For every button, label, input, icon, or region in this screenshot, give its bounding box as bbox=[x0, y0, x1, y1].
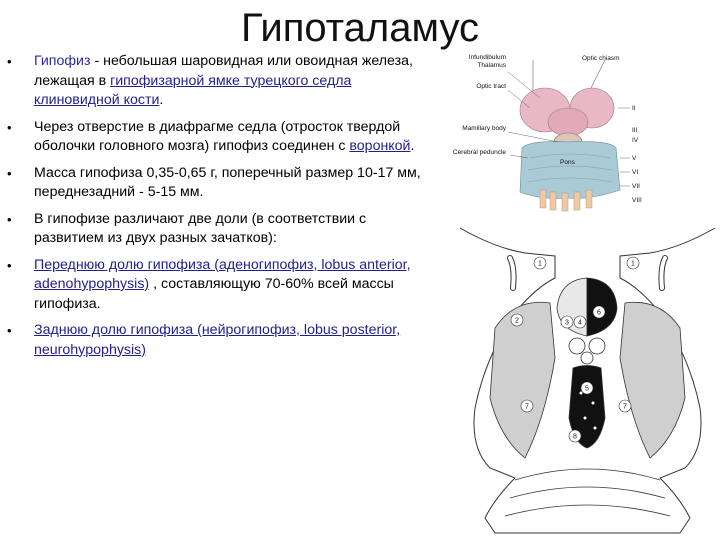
bullet-marker: • bbox=[7, 257, 12, 273]
svg-text:7: 7 bbox=[623, 403, 627, 411]
roman-iv: IV bbox=[632, 137, 639, 144]
marker-6 bbox=[593, 306, 605, 318]
bullet-marker: • bbox=[7, 54, 12, 69]
label-mamillary-body: Mamillary body bbox=[462, 125, 506, 132]
roman-ii: II bbox=[632, 105, 636, 112]
label-infundibulum: Infundibulum bbox=[468, 54, 506, 61]
svg-text:3: 3 bbox=[565, 319, 569, 327]
marker-7-left bbox=[521, 400, 533, 412]
svg-text:8: 8 bbox=[573, 433, 577, 441]
bullet-item bbox=[0, 118, 430, 157]
marker-4 bbox=[574, 316, 586, 328]
label-pons: Pons bbox=[560, 159, 575, 166]
bullet-item bbox=[0, 52, 430, 111]
svg-text:5: 5 bbox=[585, 385, 589, 393]
bullet-text: Через отверстие в диафрагме седла (отросток твердой оболочки головного мозга) гипофиз соединен с bbox=[34, 118, 401, 154]
label-thalamus: Thalamus bbox=[477, 62, 506, 69]
svg-text:7: 7 bbox=[525, 403, 529, 411]
svg-text:2: 2 bbox=[515, 317, 519, 325]
slide-title: Гипоталамус bbox=[241, 6, 479, 50]
bullet-text: - небольшая шаровидная или овоидная железа, лежащая в bbox=[34, 53, 413, 89]
roman-vi: VI bbox=[632, 169, 639, 176]
roman-viii: VIII bbox=[632, 197, 642, 204]
text-link[interactable]: клиновидной кости bbox=[34, 92, 160, 108]
bullet-text: В гипофизе различают две доли (в соответствии с развитием из двух разных зачатков): bbox=[34, 210, 367, 246]
marker-3 bbox=[561, 316, 573, 328]
bullet-text: Масса гипофиза 0,35-0,65 г, поперечный размер 10-17 мм, переднезадний - 5-15 мм. bbox=[34, 164, 421, 200]
bullet-item bbox=[0, 210, 430, 249]
bullet-list bbox=[0, 52, 430, 367]
marker-2 bbox=[511, 314, 523, 326]
marker-5 bbox=[581, 382, 593, 394]
term-link[interactable]: Гипофиз bbox=[34, 53, 91, 69]
marker-7-right bbox=[619, 400, 631, 412]
bullet-text: . bbox=[159, 92, 164, 108]
label-optic-chiasm: Optic chiasm bbox=[582, 55, 620, 62]
label-optic-tract: Optic tract bbox=[476, 83, 506, 90]
brain-base-illustration bbox=[452, 50, 660, 220]
label-cerebral-peduncle: Cerebral peduncle bbox=[452, 149, 506, 156]
text-link[interactable]: Переднюю долю гипофиза (аденогипофиз, lobus anterior, adenohypophysis) bbox=[34, 256, 411, 292]
svg-text:6: 6 bbox=[597, 309, 601, 317]
bullet-item bbox=[0, 321, 430, 360]
marker-1-left bbox=[534, 257, 546, 269]
bullet-item bbox=[0, 256, 430, 315]
marker-8 bbox=[569, 430, 581, 442]
text-link[interactable]: воронкой bbox=[349, 138, 411, 154]
bullet-item bbox=[0, 164, 430, 203]
bullet-text: . bbox=[410, 138, 415, 154]
svg-text:1: 1 bbox=[631, 260, 635, 268]
text-link[interactable]: Заднюю долю гипофиза (нейрогипофиз, lobus posterior, neurohypophysis) bbox=[34, 322, 401, 358]
svg-text:1: 1 bbox=[538, 260, 542, 268]
bullet-marker: • bbox=[7, 323, 12, 338]
sella-section-diagram bbox=[455, 218, 720, 538]
marker-1-right bbox=[627, 257, 639, 269]
roman-iii: III bbox=[632, 127, 638, 134]
svg-text:4: 4 bbox=[578, 319, 582, 327]
text-link[interactable]: гипофизарной ямке турецкого седла bbox=[110, 72, 352, 89]
bullet-marker: • bbox=[7, 119, 12, 135]
bullet-marker: • bbox=[7, 165, 12, 181]
roman-vii: VII bbox=[632, 183, 640, 190]
bullet-marker: • bbox=[7, 211, 12, 227]
bullet-text: , составляющую 70-60% всей массы гипофиза. bbox=[34, 276, 394, 312]
roman-v: V bbox=[632, 155, 637, 162]
